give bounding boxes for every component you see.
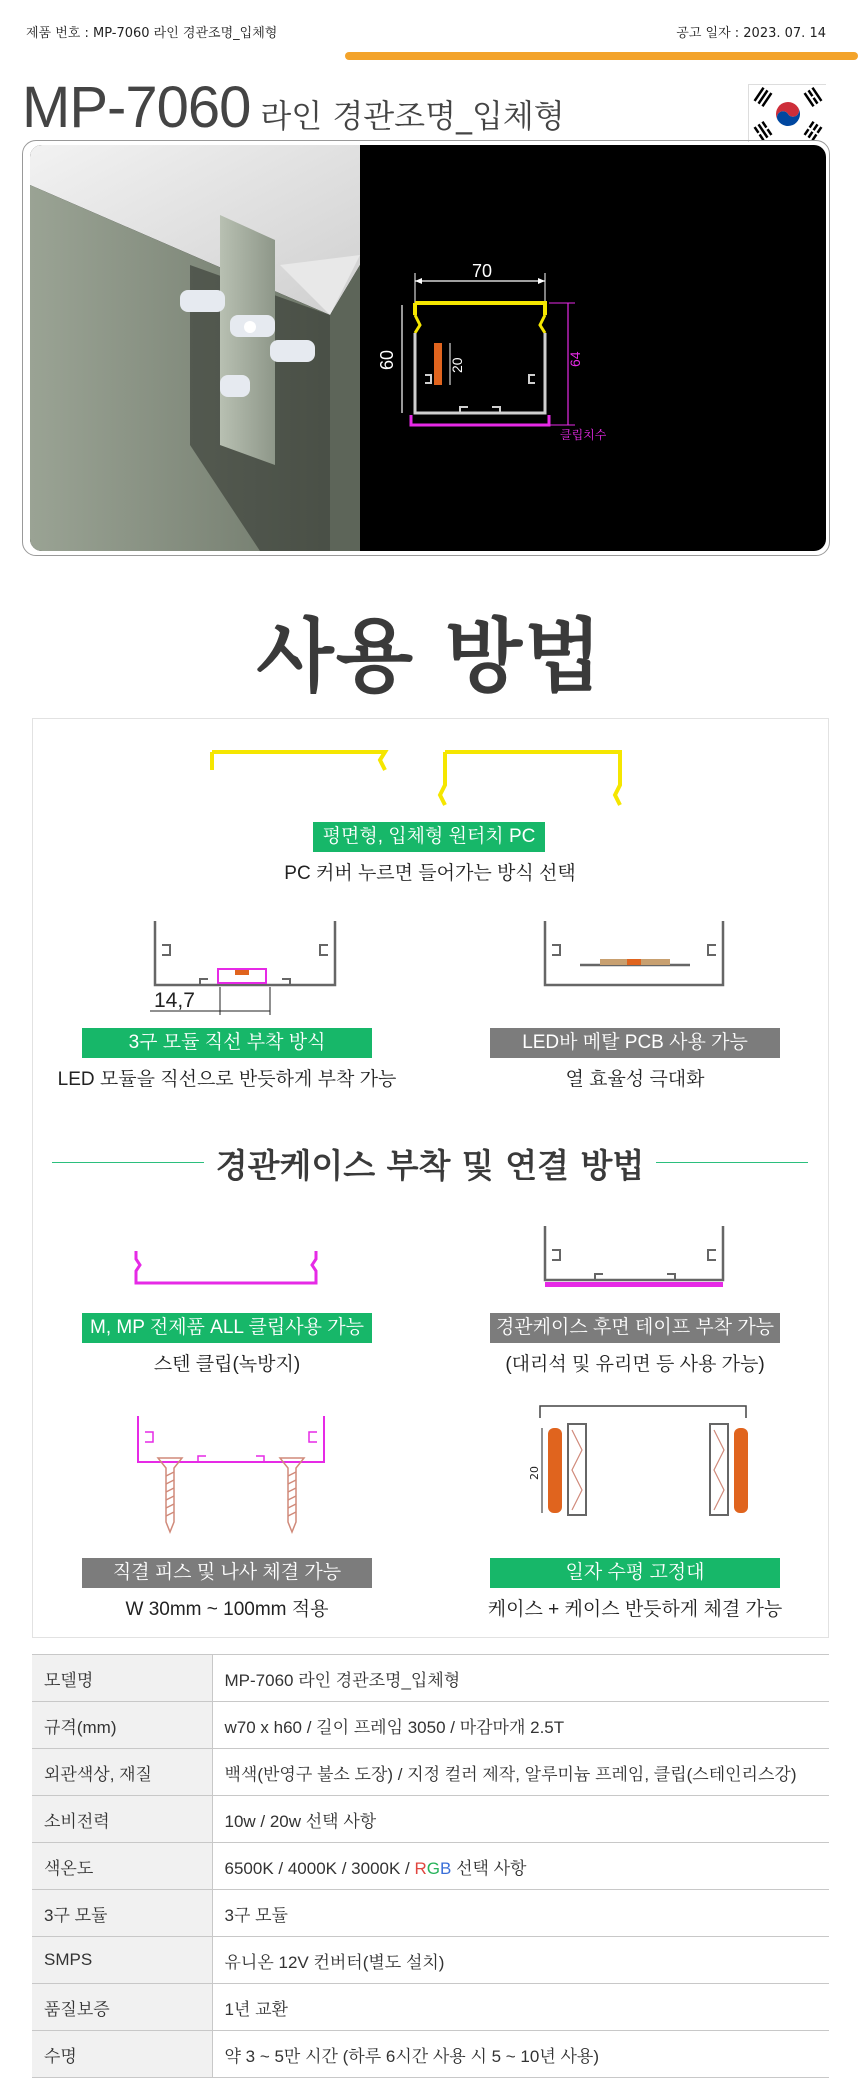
table-row bbox=[32, 2031, 829, 2078]
color-temp-suffix: 선택 사항 bbox=[451, 1858, 527, 1878]
table-row bbox=[32, 1937, 829, 1984]
onetouch-desc: PC 커버 누르면 들어가는 방식 선택 bbox=[284, 863, 576, 884]
table-row bbox=[32, 1796, 829, 1843]
spec-value: 백색(반영구 불소 도장) / 지정 컬러 제작, 알루미늄 프레임, 클립(스테인리스강) bbox=[212, 1749, 829, 1796]
module-desc: LED 모듈을 직선으로 반듯하게 부착 가능 bbox=[57, 1069, 397, 1090]
spec-key: 소비전력 bbox=[32, 1796, 212, 1843]
spec-key: 외관색상, 재질 bbox=[32, 1749, 212, 1796]
joint-diagram bbox=[510, 1400, 760, 1530]
spec-value: 1년 교환 bbox=[212, 1984, 829, 2031]
tape-desc: (대리석 및 유리면 등 사용 가능) bbox=[505, 1354, 765, 1375]
spec-value bbox=[212, 1843, 829, 1890]
rgb-b: B bbox=[440, 1858, 452, 1878]
model-name: MP-7060 bbox=[22, 75, 251, 140]
spec-value: MP-7060 라인 경관조명_입체형 bbox=[212, 1655, 829, 1702]
section-title: 사용 방법 bbox=[256, 610, 604, 703]
table-row bbox=[32, 1843, 829, 1890]
attach-section-title: 경관케이스 부착 및 연결 방법 bbox=[215, 1146, 645, 1185]
korea-flag-icon bbox=[748, 84, 826, 142]
rgb-r: R bbox=[414, 1858, 427, 1878]
tape-diagram bbox=[535, 1222, 735, 1302]
top-bar bbox=[0, 0, 860, 60]
table-row bbox=[32, 1655, 829, 1702]
divider-right bbox=[656, 1162, 808, 1163]
table-row bbox=[32, 1984, 829, 2031]
spec-key: 3구 모듈 bbox=[32, 1890, 212, 1937]
table-row bbox=[32, 1749, 829, 1796]
spec-value: 약 3 ~ 5만 시간 (하루 6시간 사용 시 5 ~ 10년 사용) bbox=[212, 2031, 829, 2078]
onetouch-label: 평면형, 입체형 원터치 PC bbox=[313, 822, 545, 852]
clip-desc: 스텐 클립(녹방지) bbox=[153, 1354, 301, 1375]
joint-label: 일자 수평 고정대 bbox=[490, 1558, 780, 1588]
tape-label: 경관케이스 후면 테이프 부착 가능 bbox=[490, 1313, 780, 1343]
color-temp-text: 6500K / 4000K / 3000K / bbox=[224, 1858, 415, 1878]
spec-value: 10w / 20w 선택 사항 bbox=[212, 1796, 829, 1843]
spec-key: SMPS bbox=[32, 1937, 212, 1984]
spec-key: 규격(mm) bbox=[32, 1702, 212, 1749]
module-label: 3구 모듈 직선 부착 방식 bbox=[82, 1028, 372, 1058]
led-dim: 20 bbox=[449, 357, 465, 373]
spec-value: w70 x h60 / 길이 프레임 3050 / 마감마개 2.5T bbox=[212, 1702, 829, 1749]
spec-key: 수명 bbox=[32, 2031, 212, 2078]
module-dim: 14,7 bbox=[154, 989, 195, 1012]
product-hero-image bbox=[30, 145, 826, 551]
spec-key: 모델명 bbox=[32, 1655, 212, 1702]
clip-diagram bbox=[128, 1245, 328, 1295]
screw-desc: W 30mm ~ 100mm 적용 bbox=[125, 1599, 329, 1620]
joint-desc: 케이스 + 케이스 반듯하게 체결 가능 bbox=[487, 1599, 783, 1620]
height-dim: 60 bbox=[377, 349, 397, 370]
model-subtitle: 라인 경관조명_입체형 bbox=[260, 97, 565, 135]
spec-key: 색온도 bbox=[32, 1843, 212, 1890]
page-title bbox=[22, 68, 565, 138]
clip-dim-label: 클립치수 bbox=[560, 428, 607, 442]
attach-section-header bbox=[0, 1140, 860, 1185]
table-row bbox=[32, 1890, 829, 1937]
clip-label: M, MP 전제품 ALL 클립사용 가능 bbox=[82, 1313, 372, 1343]
joint-dim: 20 bbox=[528, 1466, 541, 1480]
product-number: 제품 번호 : MP-7060 라인 경관조명_입체형 bbox=[26, 26, 278, 41]
screw-diagram bbox=[128, 1412, 338, 1537]
screw-label: 직결 피스 및 나사 체결 가능 bbox=[82, 1558, 372, 1588]
module-profile-diagram bbox=[140, 915, 360, 1025]
pc-cover-diagram bbox=[200, 740, 630, 820]
table-row bbox=[32, 1702, 829, 1749]
spec-table bbox=[32, 1654, 829, 2078]
spec-value: 3구 모듈 bbox=[212, 1890, 829, 1937]
publish-date: 공고 일자 : 2023. 07. 14 bbox=[676, 26, 826, 41]
cross-section-diagram bbox=[377, 261, 607, 442]
ledbar-label: LED바 메탈 PCB 사용 가능 bbox=[490, 1028, 780, 1058]
clip-dim: 64 bbox=[567, 351, 583, 367]
ledbar-desc: 열 효율성 극대화 bbox=[565, 1069, 705, 1090]
spec-value: 유니온 12V 컨버터(별도 설치) bbox=[212, 1937, 829, 1984]
spec-key: 품질보증 bbox=[32, 1984, 212, 2031]
accent-bar bbox=[345, 52, 858, 60]
screw-icon bbox=[158, 1458, 304, 1532]
width-dim: 70 bbox=[472, 261, 493, 281]
rgb-g: G bbox=[426, 1858, 440, 1878]
ledbar-profile-diagram bbox=[535, 915, 735, 1005]
